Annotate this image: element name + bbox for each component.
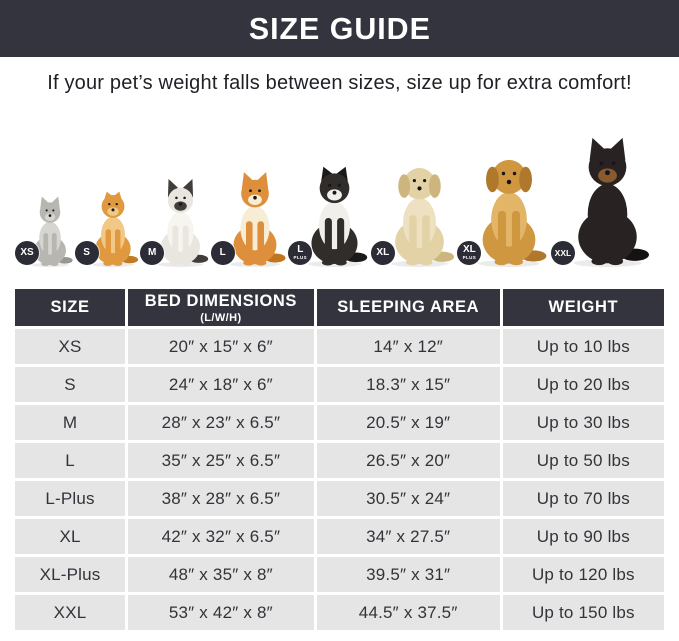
column-header-bed-dimensions (128, 289, 314, 326)
size-table-row-m (15, 405, 664, 440)
cell-bed-dimensions: 28″ x 23″ x 6.5″ (128, 405, 314, 440)
cell-sleeping-area: 39.5″ x 31″ (317, 557, 500, 592)
size-badge-label: XL (462, 244, 476, 256)
cell-bed-dimensions: 35″ x 25″ x 6.5″ (128, 443, 314, 478)
column-header-label: BED DIMENSIONS (144, 291, 298, 310)
cell-bed-dimensions: 53″ x 42″ x 8″ (128, 595, 314, 630)
pet-figure-golden-retriever (462, 148, 552, 267)
cell-bed-dimensions: 38″ x 28″ x 6.5″ (128, 481, 314, 516)
doberman-illustration (560, 135, 655, 267)
cell-size: XL-Plus (15, 557, 125, 592)
size-table-row-s (15, 367, 664, 402)
cell-weight: Up to 70 lbs (503, 481, 664, 516)
cell-sleeping-area: 20.5″ x 19″ (317, 405, 500, 440)
size-badge-label: S (83, 247, 90, 258)
cell-size: L (15, 443, 125, 478)
size-badge-label: XXL (554, 247, 572, 258)
column-header-sleeping-area (317, 289, 500, 326)
pet-figure-border-collie (293, 163, 372, 267)
column-header-label: SIZE (50, 298, 90, 316)
size-badge-label: L (297, 244, 304, 256)
cell-bed-dimensions: 48″ x 35″ x 8″ (128, 557, 314, 592)
column-header-sublabel: (L/W/H) (200, 311, 242, 324)
size-table-row-l-plus (15, 481, 664, 516)
column-header-size (15, 289, 125, 326)
pet-figure-doberman (554, 135, 655, 267)
cell-size: XXL (15, 595, 125, 630)
size-table-row-xl (15, 519, 664, 554)
cell-bed-dimensions: 24″ x 18″ x 6″ (128, 367, 314, 402)
column-header-label: WEIGHT (548, 298, 619, 316)
size-guide-table (12, 286, 667, 633)
cell-sleeping-area: 18.3″ x 15″ (317, 367, 500, 402)
page-title: SIZE GUIDE (248, 10, 431, 46)
pet-figure-pomeranian (84, 187, 142, 267)
cell-weight: Up to 30 lbs (503, 405, 664, 440)
cell-weight: Up to 50 lbs (503, 443, 664, 478)
size-badge-label: XS (20, 247, 34, 258)
size-badge-sublabel: PLUS (293, 255, 308, 261)
cell-sleeping-area: 44.5″ x 37.5″ (317, 595, 500, 630)
size-badge-xxl (551, 241, 575, 265)
cell-weight: Up to 20 lbs (503, 367, 664, 402)
cell-sleeping-area: 14″ x 12″ (317, 329, 500, 364)
cell-weight: Up to 150 lbs (503, 595, 664, 630)
size-table-row-xs (15, 329, 664, 364)
cell-size: M (15, 405, 125, 440)
cell-sleeping-area: 30.5″ x 24″ (317, 481, 500, 516)
cell-size: L-Plus (15, 481, 125, 516)
table-header-row (15, 289, 664, 326)
cell-bed-dimensions: 20″ x 15″ x 6″ (128, 329, 314, 364)
cell-weight: Up to 120 lbs (503, 557, 664, 592)
size-badge-label: XL (376, 247, 390, 258)
header-banner (0, 0, 679, 57)
pets-size-row (0, 111, 679, 267)
cell-sleeping-area: 34″ x 27.5″ (317, 519, 500, 554)
cell-sleeping-area: 26.5″ x 20″ (317, 443, 500, 478)
size-badge-xs (15, 241, 39, 265)
pet-figure-cat (20, 195, 76, 267)
size-badge-sublabel: PLUS (462, 255, 477, 261)
size-badge-s (75, 241, 99, 265)
column-header-label: SLEEPING AREA (337, 298, 480, 316)
cell-bed-dimensions: 42″ x 32″ x 6.5″ (128, 519, 314, 554)
subtitle-text: If your pet’s weight falls between sizes, size up for extra comfort! (47, 72, 632, 94)
size-badge-label: L (219, 247, 226, 258)
size-badge-xl (371, 241, 395, 265)
size-badge-l (211, 241, 235, 265)
pet-figure-french-bulldog (149, 179, 212, 267)
size-table-row-l (15, 443, 664, 478)
size-badge-m (140, 241, 164, 265)
cell-weight: Up to 90 lbs (503, 519, 664, 554)
size-table-row-xxl (15, 595, 664, 630)
pet-figure-labrador (376, 157, 459, 267)
cell-size: S (15, 367, 125, 402)
size-table-row-xl-plus (15, 557, 664, 592)
cell-weight: Up to 10 lbs (503, 329, 664, 364)
cell-size: XS (15, 329, 125, 364)
cell-size: XL (15, 519, 125, 554)
size-badge-label: M (147, 247, 157, 258)
pet-figure-shiba-inu (220, 170, 290, 267)
column-header-weight (503, 289, 664, 326)
